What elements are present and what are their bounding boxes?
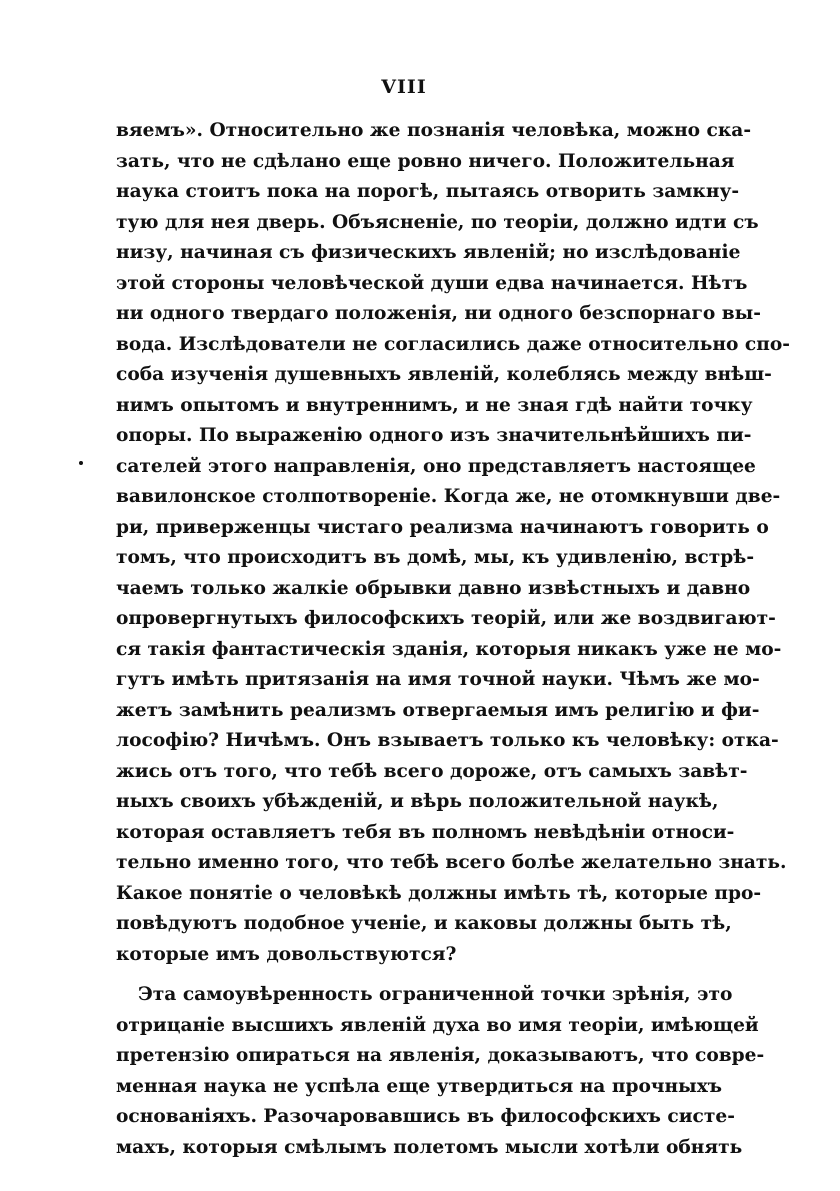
text-line: тую для нея дверь. Объясненіе, по теоріи, должно идти съ: [116, 211, 759, 233]
text-line: томъ, что происходитъ въ домѣ, мы, къ удивленію, встрѣ-: [116, 547, 755, 568]
text-line: Какое понятіе о человѣкѣ должны имѣть тѣ, которые про-: [116, 882, 762, 904]
text-line: претензію опираться на явленія, доказываютъ, что совре-: [116, 1045, 765, 1066]
text-line: вавилонское столпотвореніе. Когда же, не отомкнувши две-: [116, 486, 781, 507]
text-line: отрицаніе высшихъ явленій духа во имя теоріи, имѣющей: [116, 1014, 759, 1036]
text-line: нимъ опытомъ и внутреннимъ, и не зная гдѣ найти точку: [116, 394, 753, 416]
text-line: ни одного твердаго положенія, ни одного безспорнаго вы-: [116, 303, 761, 324]
text-line: низу, начиная съ физическихъ явленій; но изслѣдованіе: [116, 242, 741, 263]
text-line: опоры. По выраженію одного изъ значительнѣйшихъ пи-: [116, 425, 752, 446]
text-line: жетъ замѣнить реализмъ отвергаемыя имъ религію и фи-: [116, 699, 760, 721]
text-line: махъ, которыя смѣлымъ полетомъ мысли хотѣли обнять: [116, 1136, 743, 1158]
page-number: VIII: [381, 76, 427, 98]
text-line: зать, что не сдѣлано еще ровно ничего. Положительная: [116, 150, 735, 172]
text-line: лософію? Ничѣмъ. Онъ взываетъ только къ человѣку: отка-: [116, 730, 779, 751]
text-line: ныхъ своихъ убѣжденій, и вѣрь положительной наукѣ,: [116, 791, 719, 812]
text-line: ри, приверженцы чистаго реализма начинаютъ говорить о: [116, 516, 769, 538]
text-line: менная наука не успѣла еще утвердиться на прочныхъ: [116, 1075, 723, 1097]
text-line: которые имъ довольствуются?: [116, 943, 457, 965]
text-line: чаемъ только жалкіе обрывки давно извѣстныхъ и давно: [116, 577, 751, 599]
text-line: основаніяхъ. Разочаровавшись въ философскихъ систе-: [116, 1106, 735, 1127]
text-line: вода. Изслѣдователи не согласились даже относительно спо-: [116, 333, 790, 355]
text-line: тельно именно того, что тебѣ всего болѣе желательно знать.: [116, 852, 787, 873]
text-line: этой стороны человѣческой души едва начинается. Нѣтъ: [116, 272, 748, 294]
paragraph-2: [116, 980, 765, 1163]
text-line: сателей этого направленія, оно представляетъ настоящее: [116, 455, 756, 477]
text-line: опровергнутыхъ философскихъ теорій, или же воздвигают-: [116, 608, 776, 629]
text-line: вяемъ». Относительно же познанія человѣка, можно ска-: [116, 120, 752, 141]
text-line: гутъ имѣть притязанія на имя точной науки. Чѣмъ же мо-: [116, 669, 760, 690]
body-text: [116, 116, 790, 1163]
text-line: которая оставляетъ тебя въ полномъ невѣдѣніи относи-: [116, 821, 735, 843]
text-line: наука стоитъ пока на порогѣ, пытаясь отворить замкну-: [116, 181, 740, 202]
text-line: Эта самоувѣренность ограниченной точки зрѣнія, это: [138, 984, 733, 1005]
text-line: соба изученія душевныхъ явленій, колеблясь между внѣш-: [116, 364, 772, 385]
text-line: жись отъ того, что тебѣ всего дороже, отъ самыхъ завѣт-: [116, 760, 748, 782]
text-line: повѣдуютъ подобное ученіе, и каковы должны быть тѣ,: [116, 913, 732, 934]
paragraph-gap: [116, 970, 696, 980]
text-line: ся такія фантастическія зданія, которыя никакъ уже не мо-: [116, 638, 782, 660]
ink-speck: [79, 461, 83, 465]
paragraph-1: [116, 116, 790, 970]
